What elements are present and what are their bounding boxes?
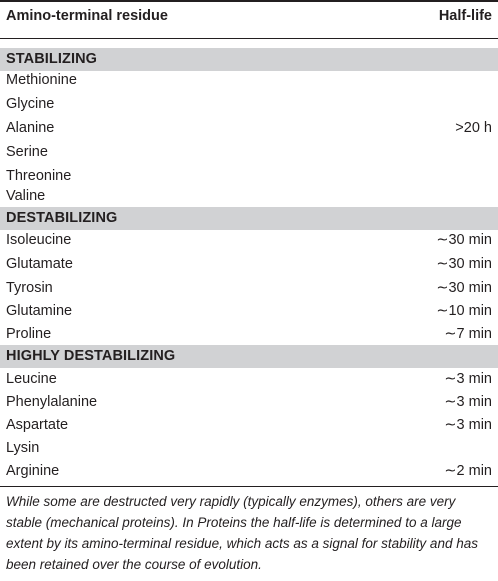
section-title: DESTABILIZING xyxy=(6,210,118,226)
top-rule xyxy=(0,0,498,2)
table-footnote: While some are destructed very rapidly (typically enzymes), others are very stable (mechanical proteins). In Proteins the half-life is determined to a large extent by its amino-terminal residue, which acts as a signal for stability and has been retained over the course of evolution. xyxy=(6,494,478,572)
header-rule xyxy=(0,38,498,39)
half-life-value: ∼7 min xyxy=(444,326,492,342)
table-row xyxy=(0,323,498,347)
table-row xyxy=(0,117,498,141)
section-title: HIGHLY DESTABILIZING xyxy=(6,348,176,364)
half-life-value: ∼30 min xyxy=(436,280,492,296)
residue-name: Glutamine xyxy=(6,303,73,319)
half-life-value: ∼30 min xyxy=(436,256,492,272)
half-life-value: ∼3 min xyxy=(444,417,492,433)
table-row xyxy=(0,391,498,415)
table-row xyxy=(0,437,498,461)
half-life-value: ∼3 min xyxy=(444,394,492,410)
section-title: STABILIZING xyxy=(6,51,98,67)
residue-name: Lysin xyxy=(6,440,40,456)
residue-name: Glycine xyxy=(6,96,55,112)
table-row xyxy=(0,368,498,392)
table-row xyxy=(0,277,498,301)
residue-name: Aspartate xyxy=(6,417,69,433)
section-highly-destabilizing xyxy=(0,345,498,368)
table-row xyxy=(0,253,498,277)
table-row xyxy=(0,460,498,484)
header-residue: Amino-terminal residue xyxy=(6,8,168,24)
residue-name: Serine xyxy=(6,144,48,160)
section-destabilizing xyxy=(0,207,498,230)
table-row xyxy=(0,141,498,165)
residue-name: Tyrosin xyxy=(6,280,53,296)
residue-name: Leucine xyxy=(6,371,57,387)
half-life-value: ∼30 min xyxy=(436,232,492,248)
table-row xyxy=(0,229,498,253)
residue-name: Proline xyxy=(6,326,52,342)
bottom-rule xyxy=(0,486,498,487)
residue-name: Valine xyxy=(6,188,46,204)
header-halflife: Half-life xyxy=(438,8,492,24)
table-row xyxy=(0,185,498,209)
residue-name: Methionine xyxy=(6,72,77,88)
residue-name: Phenylalanine xyxy=(6,394,98,410)
table-row xyxy=(0,300,498,324)
table-row xyxy=(0,69,498,93)
section-stabilizing xyxy=(0,48,498,71)
half-life-value: >20 h xyxy=(455,120,492,136)
half-life-value: ∼3 min xyxy=(444,371,492,387)
table-row xyxy=(0,414,498,438)
half-life-value: ∼2 min xyxy=(444,463,492,479)
residue-name: Glutamate xyxy=(6,256,73,272)
table-row xyxy=(0,93,498,117)
residue-name: Threonine xyxy=(6,168,72,184)
half-life-value: ∼10 min xyxy=(436,303,492,319)
residue-name: Isoleucine xyxy=(6,232,72,248)
residue-name: Arginine xyxy=(6,463,60,479)
residue-name: Alanine xyxy=(6,120,55,136)
